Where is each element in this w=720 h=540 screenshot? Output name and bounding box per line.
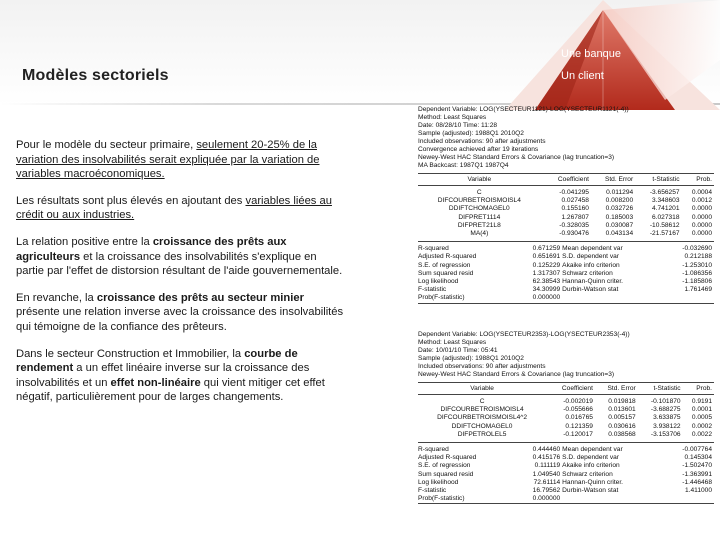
stats-row xyxy=(418,471,714,479)
stats-cell: -0.032690 xyxy=(682,245,712,253)
table-cell: -3.656257 xyxy=(649,189,680,196)
stats-row xyxy=(418,446,714,454)
stats-cell: Durbin-Watson stat xyxy=(562,286,619,294)
statistics-table xyxy=(418,245,714,303)
stats-cell: Log likelihood xyxy=(418,278,459,286)
table-cell: 0.0000 xyxy=(691,205,712,213)
stats-cell: 1.317307 xyxy=(532,269,561,277)
table-cell: 0.027458 xyxy=(561,197,589,205)
table-cell: 0.043134 xyxy=(605,230,634,238)
table-cell: DIFPETROLEL5 xyxy=(457,430,507,438)
stats-cell: Hannan-Quinn criter. xyxy=(562,278,624,286)
column-header: t-Statistic xyxy=(635,174,681,186)
table-cell: 0.016765 xyxy=(565,414,593,422)
table-cell: 0.0005 xyxy=(691,414,712,422)
stats-row xyxy=(418,487,714,495)
table-cell: 0.030616 xyxy=(608,422,636,430)
table-cell: DIFCOURBETROISMOISL4 xyxy=(437,197,521,205)
table-row xyxy=(418,406,714,414)
column-header: Variable xyxy=(418,383,548,395)
column-header: Variable xyxy=(418,174,543,186)
stats-cell: S.E. of regression xyxy=(418,261,471,269)
column-header: Coefficient xyxy=(543,174,591,186)
column-header: Prob. xyxy=(683,383,714,395)
stats-cell: 62.38543 xyxy=(532,278,561,286)
regression-meta xyxy=(418,106,718,170)
table-cell: 0.0000 xyxy=(691,230,712,238)
table-cell: -0.041295 xyxy=(559,189,589,196)
table-cell: 0.038568 xyxy=(608,430,636,438)
table-cell: DIFPRET21L8 xyxy=(457,221,501,229)
paragraph-1: Pour le modèle du secteur primaire, seulement 20-25% de la variation des insolvabilités serait expliquée par la variation de variables macroéconomiques. xyxy=(16,139,320,181)
coefficient-table xyxy=(418,173,714,242)
table-cell: 0.013601 xyxy=(608,406,636,414)
stats-cell: 0.444460 xyxy=(532,446,561,454)
table-cell: DIFCOURBETROISMOISL4^2 xyxy=(437,414,528,422)
stats-cell: -1.446468 xyxy=(682,478,712,486)
table-row xyxy=(418,186,714,198)
stats-cell: 1.411000 xyxy=(684,487,712,495)
table-cell: 4.741201 xyxy=(652,205,680,213)
table-cell: 0.0000 xyxy=(691,213,712,221)
stats-cell: F-statistic xyxy=(418,286,447,294)
logo-tagline-client: Un client xyxy=(561,70,604,82)
stats-cell: -1.185806 xyxy=(682,278,712,286)
stats-cell: Sum squared resid xyxy=(418,269,474,277)
table-cell: 3.348603 xyxy=(652,197,680,205)
table-header-row xyxy=(418,383,714,395)
stats-row xyxy=(418,278,714,286)
table-cell: 1.267807 xyxy=(561,213,589,221)
stats-cell: Mean dependent var xyxy=(562,446,623,454)
table-cell: 0.005157 xyxy=(608,414,636,422)
stats-cell: Adjusted R-squared xyxy=(418,454,477,462)
table-cell: 3.633875 xyxy=(653,414,681,422)
meta-line: Sample (adjusted): 1988Q1 2010Q2 xyxy=(418,130,524,137)
meta-line: MA Backcast: 1987Q1 1987Q4 xyxy=(418,162,509,169)
stats-cell xyxy=(663,495,714,504)
meta-line: Method: Least Squares xyxy=(418,114,487,121)
table-cell: C xyxy=(479,398,485,405)
meta-line: Newey-West HAC Standard Errors & Covariance (lag truncation=3) xyxy=(418,154,615,161)
stats-cell: 0.000000 xyxy=(532,495,561,503)
stats-row xyxy=(418,270,714,278)
table-header-row xyxy=(418,174,714,186)
table-cell: 0.011294 xyxy=(606,189,634,196)
stats-cell xyxy=(562,294,663,303)
stats-cell: R-squared xyxy=(418,245,449,253)
table-cell: -3.688275 xyxy=(650,406,681,414)
table-cell: 0.0000 xyxy=(691,221,712,229)
stats-cell: -1.363991 xyxy=(682,470,712,478)
stats-row xyxy=(418,262,714,270)
paragraph-3: La relation positive entre la croissance des prêts aux agriculteurs et la croissance des insolvabilités s'explique en partie par l'effet de distorsion résultant de l'aide gouvernementale. xyxy=(16,235,343,278)
table-cell: -3.153706 xyxy=(650,430,681,438)
stats-cell: 0.212188 xyxy=(684,253,712,261)
table-cell: DDIFTCHOMAGEL0 xyxy=(451,422,513,430)
table-row xyxy=(418,222,714,230)
table-cell: 0.0012 xyxy=(691,197,712,205)
table-cell: 0.0002 xyxy=(691,422,712,430)
column-header: Coefficient xyxy=(548,383,595,395)
meta-line: Dependent Variable: LOG(YSECTEUR1121)-LOG(YSECTEUR1121(-4)) xyxy=(418,106,629,113)
table-cell: -10.58612 xyxy=(649,221,680,229)
stats-cell: 0.671259 xyxy=(532,245,561,253)
table-row xyxy=(418,414,714,422)
table-cell: -0.055666 xyxy=(563,406,593,414)
table-row xyxy=(418,214,714,222)
stats-row xyxy=(418,495,714,504)
table-cell: 0.032726 xyxy=(605,205,634,213)
stats-cell: Akaike info criterion xyxy=(562,261,620,269)
stats-cell: 0.145304 xyxy=(684,454,712,462)
body-text xyxy=(16,138,346,417)
table-cell: -0.101870 xyxy=(650,398,681,405)
table-row xyxy=(418,423,714,431)
stats-cell: -1.086356 xyxy=(682,269,712,277)
table-cell: 0.008200 xyxy=(605,197,634,205)
table-cell: C xyxy=(476,189,482,196)
table-row xyxy=(418,205,714,213)
stats-cell: S.D. dependent var xyxy=(562,253,619,261)
stats-cell: S.E. of regression xyxy=(418,462,471,470)
page-title: Modèles sectoriels xyxy=(22,67,169,84)
stats-cell: Schwarz criterion xyxy=(562,269,613,277)
stats-cell: 0.000000 xyxy=(532,294,561,302)
stats-cell: F-statistic xyxy=(418,487,447,495)
stats-cell: Hannan-Quinn criter. xyxy=(562,478,624,486)
table-cell: 0.9191 xyxy=(691,398,712,405)
table-cell: 0.0001 xyxy=(691,406,712,414)
table-cell: DIFCOURBETROISMOISL4 xyxy=(440,406,524,414)
column-header: Std. Error xyxy=(595,383,638,395)
stats-cell: 34.30999 xyxy=(532,286,561,294)
stats-cell: 1.049540 xyxy=(532,470,561,478)
stats-cell: 0.111119 xyxy=(534,462,561,470)
paragraph-4: En revanche, la croissance des prêts au secteur minier présente une relation inverse avec la croissance des insolvabilités qui témoigne de la confiance des prêteurs. xyxy=(16,291,344,333)
stats-cell: Prob(F-statistic) xyxy=(418,294,465,302)
table-cell: 3.938122 xyxy=(653,422,681,430)
table-cell: DDIFTCHOMAGEL0 xyxy=(448,205,510,213)
table-cell: -0.328035 xyxy=(559,221,589,229)
regression-meta xyxy=(418,331,718,379)
stats-cell: 0.651691 xyxy=(532,253,561,261)
stats-cell: Schwarz criterion xyxy=(562,470,613,478)
stats-cell xyxy=(663,294,714,303)
stats-cell: Durbin-Watson stat xyxy=(562,487,619,495)
column-header: Prob. xyxy=(682,174,714,186)
column-header: Std. Error xyxy=(591,174,635,186)
stats-cell: -1.253010 xyxy=(682,261,712,269)
regression-output-construction xyxy=(418,331,718,504)
stats-row xyxy=(418,245,714,253)
column-header: t-Statistic xyxy=(638,383,683,395)
meta-line: Newey-West HAC Standard Errors & Covariance (lag truncation=3) xyxy=(418,371,615,378)
table-cell: 0.185003 xyxy=(605,213,634,221)
stats-cell: Akaike info criterion xyxy=(562,462,620,470)
table-cell: 0.019818 xyxy=(608,398,636,405)
table-cell: 0.121359 xyxy=(565,422,593,430)
table-row xyxy=(418,395,714,407)
meta-line: Date: 10/01/10 Time: 05:41 xyxy=(418,347,498,354)
meta-line: Dependent Variable: LOG(YSECTEUR2353)-LOG(YSECTEUR2353(-4)) xyxy=(418,331,630,338)
paragraph-2: Les résultats sont plus élevés en ajoutant des variables liées au crédit ou aux industries. xyxy=(16,194,332,222)
stats-row xyxy=(418,454,714,462)
table-cell: -21.57167 xyxy=(649,230,680,238)
stats-row xyxy=(418,462,714,470)
stats-cell: 72.61114 xyxy=(533,478,561,486)
table-cell: 0.0004 xyxy=(691,189,712,196)
stats-row xyxy=(418,286,714,294)
table-cell: MA(4) xyxy=(470,230,489,238)
table-cell: -0.930476 xyxy=(559,230,589,238)
table-row xyxy=(418,431,714,443)
stats-cell: -1.502470 xyxy=(682,462,712,470)
coefficient-table xyxy=(418,382,714,443)
stats-row xyxy=(418,479,714,487)
stats-cell: Log likelihood xyxy=(418,478,459,486)
table-row xyxy=(418,197,714,205)
meta-line: Included observations: 90 after adjustments xyxy=(418,138,546,145)
stats-row xyxy=(418,253,714,261)
stats-cell xyxy=(562,495,663,504)
regression-output-primary xyxy=(418,106,718,304)
table-cell: -0.002019 xyxy=(563,398,593,405)
table-cell: 0.0022 xyxy=(691,430,712,438)
table-cell: 6.027318 xyxy=(652,213,680,221)
meta-line: Sample (adjusted): 1988Q1 2010Q2 xyxy=(418,355,524,362)
meta-line: Date: 08/28/10 Time: 11:28 xyxy=(418,122,498,129)
meta-line: Convergence achieved after 19 iterations xyxy=(418,146,539,153)
statistics-table xyxy=(418,446,714,504)
meta-line: Included observations: 90 after adjustments xyxy=(418,363,546,370)
stats-cell: Mean dependent var xyxy=(562,245,623,253)
stats-cell: 16.79562 xyxy=(532,487,561,495)
stats-cell: 1.761469 xyxy=(684,286,712,294)
stats-cell: Adjusted R-squared xyxy=(418,253,477,261)
table-cell: -0.120017 xyxy=(563,430,593,438)
meta-line: Method: Least Squares xyxy=(418,339,487,346)
table-cell: 0.155160 xyxy=(561,205,589,213)
stats-cell: 0.125229 xyxy=(532,261,561,269)
stats-cell: R-squared xyxy=(418,446,449,454)
stats-cell: S.D. dependent var xyxy=(562,454,619,462)
table-cell: 0.030087 xyxy=(605,221,634,229)
stats-cell: 0.415176 xyxy=(532,454,561,462)
logo-tagline-bank: Une banque xyxy=(561,48,621,60)
table-cell: DIFPRET1114 xyxy=(458,213,501,221)
paragraph-5: Dans le secteur Construction et Immobilier, la courbe de rendement a un effet linéaire inverse sur la croissance des insolvabilités et un effet non-linéaire qui vient mitiger cet effet négatif, particulièrement pour de larges changements. xyxy=(16,347,325,404)
stats-cell: Sum squared resid xyxy=(418,470,474,478)
stats-cell: -0.007764 xyxy=(682,446,712,454)
table-row xyxy=(418,230,714,242)
stats-cell: Prob(F-statistic) xyxy=(418,495,465,503)
stats-row xyxy=(418,294,714,303)
